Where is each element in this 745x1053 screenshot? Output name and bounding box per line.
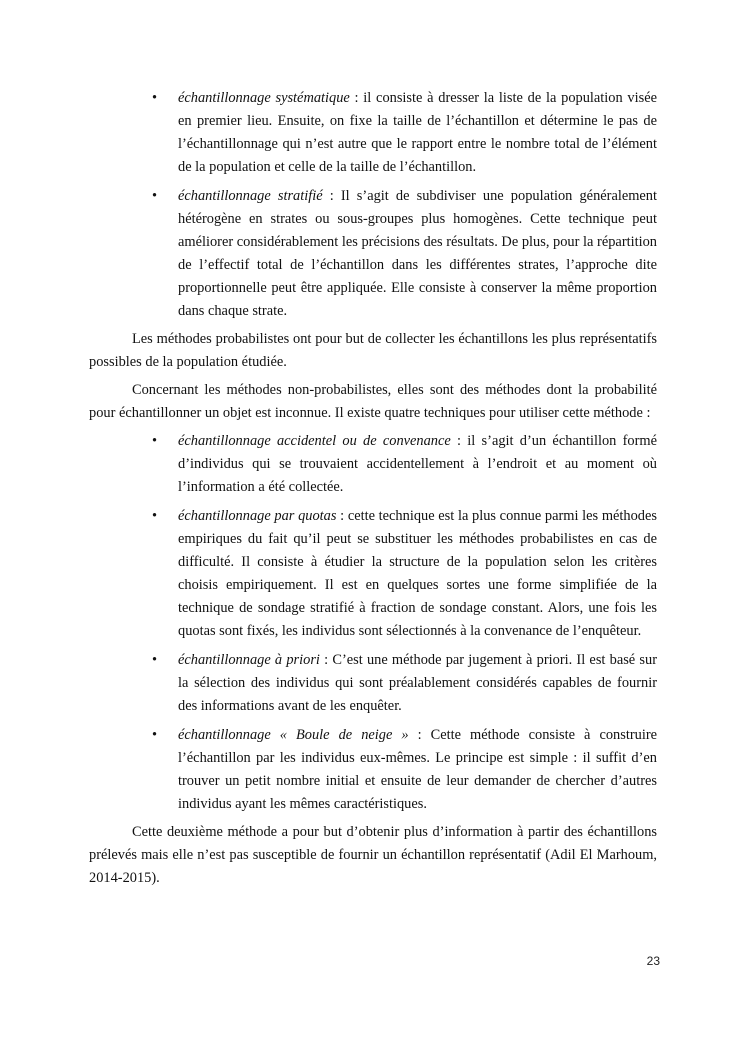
- term-description: : Cette méthode consiste à construire l’échantillon par les individus eux-mêmes. Le principe est simple : il suffit d’en trouver un petit nombre initial et ensuite de leur demander de chercher d’autres individus ayant les mêmes caractéristiques.: [178, 727, 657, 812]
- list-item-text: [178, 185, 657, 323]
- term-label: échantillonnage à priori: [178, 652, 320, 668]
- term-label: échantillonnage par quotas: [178, 508, 337, 524]
- bullet-icon: •: [152, 652, 158, 668]
- list-item-text: [178, 649, 657, 718]
- bullet-icon: •: [152, 188, 158, 204]
- list-item-text: [178, 430, 657, 499]
- term-label: échantillonnage stratifié: [178, 188, 323, 204]
- bullet-icon: •: [152, 508, 158, 524]
- list-item-text: [178, 87, 657, 179]
- body-paragraph: Les méthodes probabilistes ont pour but de collecter les échantillons les plus représentatifs possibles de la population étudiée.: [89, 331, 657, 370]
- closing-paragraph: Cette deuxième méthode a pour but d’obtenir plus d’information à partir des échantillons prélevés mais elle n’est pas susceptible de fournir un échantillon représentatif (Adil El Marhoum, 2014-2015).: [89, 824, 657, 886]
- body-paragraph: Concernant les méthodes non-probabilistes, elles sont des méthodes dont la probabilité pour échantillonner un objet est inconnue. Il existe quatre techniques pour utiliser cette méthode :: [89, 382, 657, 421]
- list-item: [152, 185, 657, 323]
- list-item: [152, 505, 657, 643]
- term-description: : cette technique est la plus connue parmi les méthodes empiriques du fait qu’il peut se substituer les méthodes probabilistes en cas de difficulté. Il consiste à étudier la structure de la population selon les critères choisis empiriquement. Il est en quelques sortes une forme simplifiée de la technique de sondage stratifié à fraction de sondage constant. Alors, une fois les quotas sont fixés, les individus sont sélectionnés à la convenance de l’enquêteur.: [178, 508, 657, 639]
- sampling-methods-list-non-probabilistic: [89, 430, 657, 816]
- term-label: échantillonnage systématique: [178, 90, 350, 106]
- term-label: échantillonnage « Boule de neige »: [178, 727, 409, 743]
- list-item: [152, 430, 657, 499]
- term-description: : Il s’agit de subdiviser une population généralement hétérogène en strates ou sous-groupes plus homogènes. Cette technique peut améliorer considérablement les précisions des résultats. De plus, pour la répartition de l’effectif total de l’échantillon dans les différentes strates, l’approche dite proportionnelle peut être appliquée. Elle consiste à conserver la même proportion dans chaque strate.: [178, 188, 657, 319]
- list-item-text: [178, 724, 657, 816]
- page-number: 23: [646, 954, 660, 968]
- list-item: [152, 724, 657, 816]
- list-item: [152, 649, 657, 718]
- term-description: : C’est une méthode par jugement à priori. Il est basé sur la sélection des individus qui sont préalablement considérés capables de fournir des informations avant de les enquêter.: [178, 652, 657, 714]
- bullet-icon: •: [152, 90, 158, 106]
- bullet-icon: •: [152, 433, 158, 449]
- bullet-icon: •: [152, 727, 158, 743]
- page-body: [89, 87, 657, 895]
- sampling-methods-list-probabilistic: [89, 87, 657, 323]
- list-item: [152, 87, 658, 179]
- term-description: : il s’agit d’un échantillon formé d’individus qui se trouvaient accidentellement à l’endroit et au moment où l’information a été collectée.: [178, 433, 657, 495]
- term-label: échantillonnage accidentel ou de convenance: [178, 433, 451, 449]
- list-item-text: [178, 505, 657, 643]
- term-description: : il consiste à dresser la liste de la population visée en premier lieu. Ensuite, on fixe la taille de l’échantillon et détermine le pas de l’échantillonnage qui n’est autre que le rapport entre le nombre total de l’élément de la population et celle de la taille de l’échantillon.: [178, 90, 658, 175]
